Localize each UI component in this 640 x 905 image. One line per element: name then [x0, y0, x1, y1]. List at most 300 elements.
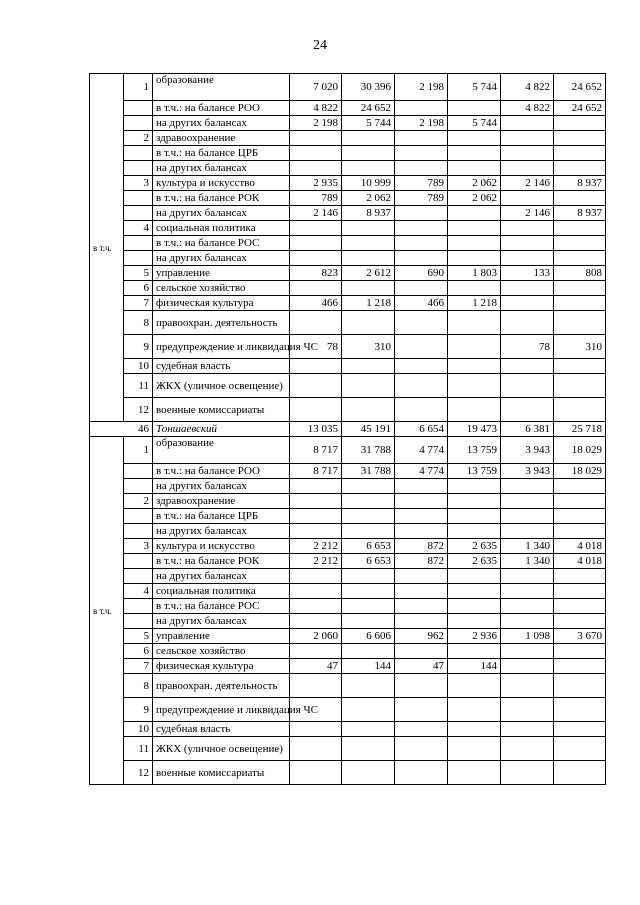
vtch-label-cell: в т.ч.: [90, 437, 124, 785]
vtch-label-cell: в т.ч.: [90, 74, 124, 422]
value-cell: [448, 335, 501, 359]
value-cell: [501, 524, 554, 539]
item-number: 4: [124, 221, 153, 236]
value-cell: [395, 398, 448, 422]
table-row: [90, 479, 606, 494]
value-cell: [501, 311, 554, 335]
value-cell: [554, 479, 606, 494]
value-cell: [290, 281, 342, 296]
item-number: [124, 599, 153, 614]
table-row: [90, 722, 606, 737]
value-cell: 18 029: [554, 437, 606, 464]
value-cell: 144: [448, 659, 501, 674]
value-cell: [554, 569, 606, 584]
value-cell: 24 652: [554, 101, 606, 116]
item-name: военные комиссариаты: [153, 398, 290, 422]
item-number: 7: [124, 296, 153, 311]
value-cell: [448, 524, 501, 539]
value-cell: [290, 569, 342, 584]
value-cell: [554, 236, 606, 251]
item-name: здравоохранение: [153, 131, 290, 146]
district-value-cell: 25 718: [554, 422, 606, 437]
district-value-cell: 6 654: [395, 422, 448, 437]
item-number: [124, 206, 153, 221]
value-cell: 8 717: [290, 437, 342, 464]
value-cell: [501, 116, 554, 131]
item-name: на других балансах: [153, 569, 290, 584]
item-number: 1: [124, 74, 153, 101]
item-number: [124, 101, 153, 116]
value-cell: [554, 698, 606, 722]
value-cell: [448, 131, 501, 146]
item-number: 12: [124, 398, 153, 422]
value-cell: 2 062: [448, 176, 501, 191]
table-row: [90, 116, 606, 131]
table-row: [90, 266, 606, 281]
table-row: [90, 509, 606, 524]
item-name: сельское хозяйство: [153, 281, 290, 296]
table-row: [90, 335, 606, 359]
value-cell: [342, 509, 395, 524]
value-cell: 78: [290, 335, 342, 359]
item-name: культура и искусство: [153, 539, 290, 554]
value-cell: [342, 398, 395, 422]
value-cell: [290, 599, 342, 614]
value-cell: [290, 674, 342, 698]
value-cell: [342, 761, 395, 785]
value-cell: [342, 614, 395, 629]
item-name: управление: [153, 629, 290, 644]
value-cell: [501, 374, 554, 398]
item-number: 8: [124, 674, 153, 698]
value-cell: 2 146: [290, 206, 342, 221]
item-number: 5: [124, 629, 153, 644]
value-cell: [554, 359, 606, 374]
value-cell: [501, 584, 554, 599]
value-cell: [501, 479, 554, 494]
item-number: 6: [124, 281, 153, 296]
value-cell: 8 937: [554, 206, 606, 221]
item-name: управление: [153, 266, 290, 281]
table-row: [90, 161, 606, 176]
value-cell: [342, 698, 395, 722]
table-row: [90, 599, 606, 614]
value-cell: [554, 659, 606, 674]
value-cell: 3 943: [501, 464, 554, 479]
item-name: военные комиссариаты: [153, 761, 290, 785]
value-cell: [342, 146, 395, 161]
value-cell: [501, 698, 554, 722]
value-cell: [342, 479, 395, 494]
item-number: 2: [124, 131, 153, 146]
value-cell: [448, 281, 501, 296]
table-row: [90, 101, 606, 116]
item-name: ЖКХ (уличное освещение): [153, 374, 290, 398]
value-cell: [501, 761, 554, 785]
value-cell: [448, 644, 501, 659]
value-cell: [290, 359, 342, 374]
table-row: [90, 131, 606, 146]
value-cell: [554, 374, 606, 398]
item-number: 2: [124, 494, 153, 509]
value-cell: [290, 479, 342, 494]
value-cell: 6 653: [342, 539, 395, 554]
item-number: [124, 569, 153, 584]
item-name: в т.ч.: на балансе РОС: [153, 236, 290, 251]
item-name: на других балансах: [153, 161, 290, 176]
item-name: в т.ч.: на балансе РОО: [153, 464, 290, 479]
item-number: 8: [124, 311, 153, 335]
value-cell: 4 774: [395, 464, 448, 479]
item-name: социальная политика: [153, 584, 290, 599]
table-row: [90, 74, 606, 101]
item-name: на других балансах: [153, 524, 290, 539]
value-cell: [501, 674, 554, 698]
item-name: судебная власть: [153, 722, 290, 737]
budget-table: [89, 73, 606, 785]
item-name: ЖКХ (уличное освещение): [153, 737, 290, 761]
item-number: 12: [124, 761, 153, 785]
value-cell: 4 774: [395, 437, 448, 464]
value-cell: [395, 737, 448, 761]
table-row: [90, 437, 606, 464]
value-cell: 4 018: [554, 554, 606, 569]
item-name: предупреждение и ликвидация ЧС: [153, 335, 290, 359]
value-cell: [395, 599, 448, 614]
item-name: на других балансах: [153, 206, 290, 221]
value-cell: [554, 191, 606, 206]
item-number: 3: [124, 539, 153, 554]
item-name: образование: [153, 74, 290, 101]
value-cell: [554, 494, 606, 509]
value-cell: [448, 698, 501, 722]
district-value-cell: 13 035: [290, 422, 342, 437]
value-cell: [342, 494, 395, 509]
value-cell: 8 937: [342, 206, 395, 221]
item-number: 7: [124, 659, 153, 674]
value-cell: [342, 251, 395, 266]
district-value-cell: 45 191: [342, 422, 395, 437]
value-cell: [342, 722, 395, 737]
value-cell: 10 999: [342, 176, 395, 191]
value-cell: [448, 359, 501, 374]
value-cell: [501, 494, 554, 509]
table-row: [90, 146, 606, 161]
value-cell: [395, 644, 448, 659]
value-cell: 2 635: [448, 539, 501, 554]
value-cell: [395, 281, 448, 296]
table-row: [90, 296, 606, 311]
value-cell: 3 943: [501, 437, 554, 464]
value-cell: [501, 221, 554, 236]
value-cell: [501, 599, 554, 614]
value-cell: 2 198: [395, 74, 448, 101]
value-cell: [395, 335, 448, 359]
value-cell: [554, 161, 606, 176]
item-number: [124, 191, 153, 206]
value-cell: [501, 359, 554, 374]
value-cell: [395, 569, 448, 584]
value-cell: [395, 206, 448, 221]
value-cell: [342, 161, 395, 176]
table-row: [90, 311, 606, 335]
value-cell: [501, 569, 554, 584]
value-cell: [448, 494, 501, 509]
value-cell: [342, 281, 395, 296]
value-cell: [448, 251, 501, 266]
value-cell: [448, 584, 501, 599]
value-cell: [395, 251, 448, 266]
value-cell: 5 744: [448, 116, 501, 131]
value-cell: 2 935: [290, 176, 342, 191]
value-cell: [448, 101, 501, 116]
table-row: [90, 464, 606, 479]
value-cell: 690: [395, 266, 448, 281]
value-cell: [448, 161, 501, 176]
value-cell: 47: [290, 659, 342, 674]
value-cell: [448, 737, 501, 761]
value-cell: 2 062: [448, 191, 501, 206]
value-cell: 7 020: [290, 74, 342, 101]
value-cell: [342, 311, 395, 335]
value-cell: 1 340: [501, 539, 554, 554]
value-cell: [290, 398, 342, 422]
value-cell: 24 652: [342, 101, 395, 116]
value-cell: 310: [342, 335, 395, 359]
value-cell: 5 744: [342, 116, 395, 131]
item-number: [124, 524, 153, 539]
item-number: 11: [124, 737, 153, 761]
table-row: [90, 659, 606, 674]
value-cell: [342, 674, 395, 698]
item-name: в т.ч.: на балансе ЦРБ: [153, 146, 290, 161]
district-name: Тоншаевский: [153, 422, 290, 437]
value-cell: [448, 761, 501, 785]
value-cell: 872: [395, 554, 448, 569]
value-cell: 310: [554, 335, 606, 359]
value-cell: 24 652: [554, 74, 606, 101]
value-cell: [342, 131, 395, 146]
value-cell: [290, 494, 342, 509]
value-cell: [554, 131, 606, 146]
table-row: [90, 191, 606, 206]
value-cell: 2 060: [290, 629, 342, 644]
value-cell: [342, 599, 395, 614]
value-cell: 789: [395, 191, 448, 206]
value-cell: [448, 146, 501, 161]
value-cell: [501, 614, 554, 629]
item-name: на других балансах: [153, 614, 290, 629]
district-number: 46: [90, 422, 153, 437]
value-cell: [395, 146, 448, 161]
table-row: [90, 644, 606, 659]
value-cell: 4 822: [501, 74, 554, 101]
value-cell: 1 803: [448, 266, 501, 281]
value-cell: [554, 296, 606, 311]
value-cell: [448, 311, 501, 335]
value-cell: 1 098: [501, 629, 554, 644]
value-cell: [554, 761, 606, 785]
value-cell: [554, 674, 606, 698]
value-cell: 789: [395, 176, 448, 191]
value-cell: [448, 614, 501, 629]
value-cell: 4 822: [290, 101, 342, 116]
item-number: 1: [124, 437, 153, 464]
value-cell: 1 340: [501, 554, 554, 569]
table-row: [90, 374, 606, 398]
table-row: [90, 584, 606, 599]
value-cell: 31 788: [342, 437, 395, 464]
value-cell: [554, 524, 606, 539]
value-cell: [448, 599, 501, 614]
table-row: [90, 251, 606, 266]
value-cell: [448, 479, 501, 494]
value-cell: [448, 206, 501, 221]
value-cell: 6 606: [342, 629, 395, 644]
value-cell: 823: [290, 266, 342, 281]
value-cell: 2 146: [501, 206, 554, 221]
item-name: на других балансах: [153, 116, 290, 131]
table-body: [90, 74, 606, 785]
value-cell: [448, 398, 501, 422]
value-cell: 5 744: [448, 74, 501, 101]
value-cell: [290, 737, 342, 761]
value-cell: [501, 296, 554, 311]
value-cell: [290, 236, 342, 251]
item-number: [124, 554, 153, 569]
value-cell: [395, 221, 448, 236]
table-row: [90, 398, 606, 422]
value-cell: [554, 251, 606, 266]
value-cell: [290, 614, 342, 629]
page-number: 24: [313, 38, 327, 53]
item-name: физическая культура: [153, 296, 290, 311]
value-cell: [501, 161, 554, 176]
table-row: [90, 539, 606, 554]
district-row: [90, 422, 606, 437]
value-cell: [448, 221, 501, 236]
value-cell: [290, 374, 342, 398]
value-cell: [554, 146, 606, 161]
value-cell: [290, 584, 342, 599]
value-cell: [448, 236, 501, 251]
value-cell: [554, 644, 606, 659]
value-cell: [448, 674, 501, 698]
item-name: сельское хозяйство: [153, 644, 290, 659]
district-value-cell: 6 381: [501, 422, 554, 437]
value-cell: [290, 311, 342, 335]
table-row: [90, 176, 606, 191]
table-row: [90, 236, 606, 251]
item-name: социальная политика: [153, 221, 290, 236]
value-cell: 18 029: [554, 464, 606, 479]
table-row: [90, 554, 606, 569]
table-row: [90, 221, 606, 236]
item-number: [124, 251, 153, 266]
value-cell: [395, 494, 448, 509]
value-cell: 8 937: [554, 176, 606, 191]
value-cell: [395, 509, 448, 524]
value-cell: [290, 644, 342, 659]
value-cell: 13 759: [448, 464, 501, 479]
value-cell: [395, 722, 448, 737]
item-number: [124, 146, 153, 161]
value-cell: [290, 221, 342, 236]
table-row: [90, 524, 606, 539]
item-name: правоохран. деятельность: [153, 674, 290, 698]
item-number: 5: [124, 266, 153, 281]
value-cell: 8 717: [290, 464, 342, 479]
value-cell: [554, 599, 606, 614]
table-row: [90, 494, 606, 509]
item-name: на других балансах: [153, 251, 290, 266]
value-cell: 30 396: [342, 74, 395, 101]
item-number: [124, 464, 153, 479]
table-row: [90, 674, 606, 698]
value-cell: [395, 131, 448, 146]
item-name: в т.ч.: на балансе РОК: [153, 554, 290, 569]
value-cell: [554, 737, 606, 761]
district-value-cell: 19 473: [448, 422, 501, 437]
value-cell: [342, 584, 395, 599]
value-cell: [501, 191, 554, 206]
value-cell: [554, 281, 606, 296]
item-name: здравоохранение: [153, 494, 290, 509]
value-cell: 2 635: [448, 554, 501, 569]
item-name: в т.ч.: на балансе РОК: [153, 191, 290, 206]
value-cell: [448, 569, 501, 584]
item-name: культура и искусство: [153, 176, 290, 191]
value-cell: 2 198: [395, 116, 448, 131]
table-row: [90, 737, 606, 761]
value-cell: [395, 479, 448, 494]
value-cell: 962: [395, 629, 448, 644]
value-cell: [395, 761, 448, 785]
value-cell: 2 212: [290, 554, 342, 569]
item-name: образование: [153, 437, 290, 464]
value-cell: 789: [290, 191, 342, 206]
value-cell: [501, 146, 554, 161]
value-cell: [395, 161, 448, 176]
value-cell: [342, 569, 395, 584]
value-cell: [290, 761, 342, 785]
value-cell: 31 788: [342, 464, 395, 479]
value-cell: [290, 509, 342, 524]
value-cell: 47: [395, 659, 448, 674]
value-cell: 808: [554, 266, 606, 281]
value-cell: [342, 359, 395, 374]
value-cell: [554, 584, 606, 599]
value-cell: [395, 374, 448, 398]
item-name: судебная власть: [153, 359, 290, 374]
value-cell: 2 612: [342, 266, 395, 281]
value-cell: [342, 644, 395, 659]
value-cell: [501, 236, 554, 251]
value-cell: 144: [342, 659, 395, 674]
value-cell: [342, 524, 395, 539]
value-cell: [448, 722, 501, 737]
value-cell: [342, 221, 395, 236]
item-number: 3: [124, 176, 153, 191]
value-cell: [554, 311, 606, 335]
value-cell: 13 759: [448, 437, 501, 464]
value-cell: 466: [395, 296, 448, 311]
item-number: [124, 236, 153, 251]
item-number: [124, 116, 153, 131]
value-cell: [448, 509, 501, 524]
value-cell: [290, 722, 342, 737]
item-number: 6: [124, 644, 153, 659]
